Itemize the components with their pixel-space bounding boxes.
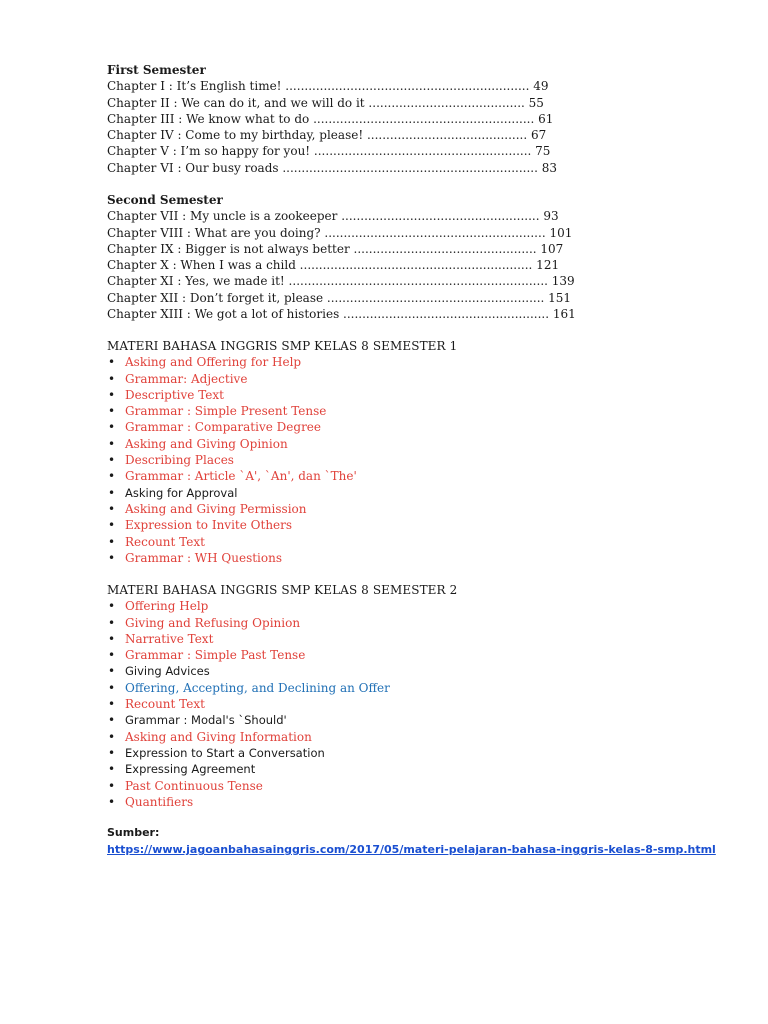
toc-line: Chapter VII : My uncle is a zookeeper .................................................... 93 xyxy=(107,209,559,224)
toc-line: Chapter X : When I was a child ............................................................. 121 xyxy=(107,258,560,273)
list-item: • Describing Places xyxy=(107,452,457,468)
materi-semester-1-section xyxy=(107,338,457,566)
list-item: • Grammar : Article `A', `An', dan `The' xyxy=(107,468,457,484)
toc-line: Chapter VIII : What are you doing? .......................................................... 101 xyxy=(107,225,573,240)
source-section xyxy=(107,825,716,859)
toc-line: Chapter I : It’s English time! ................................................................ 49 xyxy=(107,79,549,94)
list-item: • Expressing Agreement xyxy=(107,761,457,777)
list-item: • Asking and Giving Permission xyxy=(107,501,457,517)
list-item: • Grammar : Comparative Degree xyxy=(107,419,457,435)
first-semester-section xyxy=(107,62,557,176)
list-item: • Quantifiers xyxy=(107,794,457,810)
toc-line: Chapter XIII : We got a lot of histories ...................................................... 161 xyxy=(107,307,576,322)
list-item: • Descriptive Text xyxy=(107,387,457,403)
toc-line: Chapter V : I’m so happy for you! ......................................................... 75 xyxy=(107,144,551,159)
list-item: • Asking and Offering for Help xyxy=(107,354,457,370)
materi-semester-2-heading: MATERI BAHASA INGGRIS SMP KELAS 8 SEMESTER 2 xyxy=(107,583,458,597)
source-link[interactable]: https://www.jagoanbahasainggris.com/2017/05/materi-pelajaran-bahasa-inggris-kelas-8-smp.html xyxy=(107,843,716,857)
materi-semester-1-heading: MATERI BAHASA INGGRIS SMP KELAS 8 SEMESTER 1 xyxy=(107,339,458,353)
toc-line: Chapter II : We can do it, and we will do it ......................................... 55 xyxy=(107,95,544,110)
second-semester-heading: Second Semester xyxy=(107,193,223,207)
list-item: • Recount Text xyxy=(107,534,457,550)
toc-line: Chapter III : We know what to do .......................................................... 61 xyxy=(107,111,554,126)
list-item: • Offering Help xyxy=(107,598,457,614)
list-item: • Asking and Giving Opinion xyxy=(107,436,457,452)
toc-line: Chapter XI : Yes, we made it! .................................................................... 139 xyxy=(107,274,575,289)
list-item: • Past Continuous Tense xyxy=(107,778,457,794)
list-item: • Recount Text xyxy=(107,696,457,712)
list-item: • Expression to Invite Others xyxy=(107,517,457,533)
list-item: • Giving Advices xyxy=(107,663,457,679)
second-semester-section xyxy=(107,192,576,322)
toc-line: Chapter XII : Don’t forget it, please ......................................................... 151 xyxy=(107,290,572,305)
toc-line: Chapter IX : Bigger is not always better ................................................ 107 xyxy=(107,241,564,256)
list-item: • Asking for Approval xyxy=(107,485,457,501)
toc-line: Chapter IV : Come to my birthday, please! .......................................... 67 xyxy=(107,128,547,143)
list-item: • Grammar : Simple Past Tense xyxy=(107,647,457,663)
list-item: • Expression to Start a Conversation xyxy=(107,745,457,761)
list-item: • Grammar : WH Questions xyxy=(107,550,457,566)
materi-semester-1-list xyxy=(107,354,457,566)
source-label: Sumber: xyxy=(107,826,160,839)
toc-line: Chapter VI : Our busy roads ................................................................... 83 xyxy=(107,160,557,175)
first-semester-heading: First Semester xyxy=(107,63,206,77)
materi-semester-2-section xyxy=(107,582,457,810)
list-item: • Giving and Refusing Opinion xyxy=(107,615,457,631)
list-item: • Asking and Giving Information xyxy=(107,729,457,745)
list-item: • Offering, Accepting, and Declining an Offer xyxy=(107,680,457,696)
list-item: • Grammar : Simple Present Tense xyxy=(107,403,457,419)
list-item: • Grammar: Adjective xyxy=(107,371,457,387)
list-item: • Narrative Text xyxy=(107,631,457,647)
list-item: • Grammar : Modal's `Should' xyxy=(107,712,457,728)
materi-semester-2-list xyxy=(107,598,457,810)
